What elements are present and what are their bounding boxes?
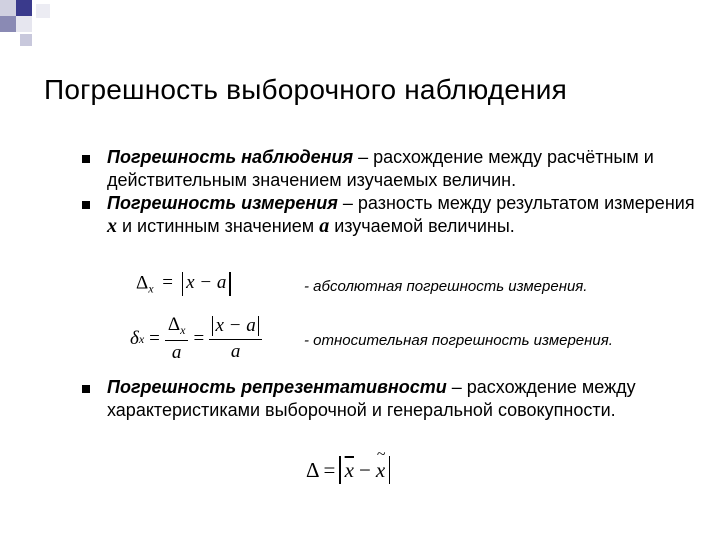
- formula-abs-lhs: Δ: [136, 272, 149, 294]
- var-x: x: [107, 215, 117, 237]
- decor-square-1: [0, 0, 16, 16]
- decor-square-3: [0, 16, 16, 32]
- formula-abs-lhs-sub: x: [148, 281, 154, 296]
- formula-rep-xbar: $\overline{x}$: [344, 457, 354, 482]
- formula-rep-eq: =: [323, 457, 336, 482]
- tilde-mark: ~: [376, 445, 386, 463]
- frac1-num-sub: x: [180, 323, 186, 337]
- frac1-num: Δ: [167, 314, 181, 335]
- term-representativeness-error: Погрешность репрезентативности: [107, 377, 447, 397]
- term-observation-error: Погрешность наблюдения: [107, 147, 354, 167]
- decor-square-4: [16, 16, 32, 32]
- formula-relative-error: [130, 314, 262, 364]
- term-measurement-error: Погрешность измерения: [107, 193, 338, 213]
- decor-square-6: [20, 34, 32, 46]
- bullet-2-text-b: и истинным значением: [117, 216, 320, 236]
- formula-rel-eq2: =: [193, 328, 205, 349]
- formula-rep-xtilde-letter: x: [375, 457, 386, 482]
- bullet-item-measurement-error: [107, 192, 707, 238]
- formula-rep-lhs: Δ: [306, 457, 320, 482]
- rep-bar-right: [389, 456, 390, 484]
- formula-rel-lhs-sub: x: [138, 331, 145, 346]
- frac2-den: a: [230, 341, 241, 362]
- bullet-item-representativeness-error: [107, 376, 667, 422]
- rep-bar-left: [339, 456, 340, 484]
- bullet-item-observation-error: [107, 146, 707, 192]
- frac2-num: x − a: [215, 315, 256, 336]
- bullet-3-text: – расхождение между характеристиками выборочной и генеральной совокупности.: [107, 377, 636, 420]
- fraction-2: [209, 315, 262, 363]
- rel-bar-right: [258, 316, 259, 336]
- frac1-den: a: [171, 342, 182, 363]
- var-a: a: [319, 215, 330, 237]
- description-absolute-error: - абсолютная погрешность измерения.: [304, 278, 588, 295]
- slide-title: Погрешность выборочного наблюдения: [44, 74, 567, 105]
- formula-abs-eq: =: [162, 272, 174, 294]
- decor-square-5: [36, 4, 50, 18]
- formula-rel-eq1: =: [149, 328, 160, 349]
- abs-bar-right: [229, 272, 230, 296]
- formula-rep-xtilde: [375, 445, 386, 483]
- description-relative-error: - относительная погрешность измерения.: [304, 332, 613, 349]
- bullet-1-text: – расхождение между расчётным и действительным значением изучаемых величин.: [107, 147, 654, 190]
- formula-abs-expr: x − a: [186, 272, 227, 294]
- bullet-marker-2: [82, 201, 90, 209]
- formula-rel-lhs: δ: [130, 328, 139, 349]
- formula-representativeness: [306, 445, 390, 484]
- bullet-2-text-c: изучаемой величины.: [329, 216, 515, 236]
- fraction-1: [165, 314, 189, 364]
- bullet-2-text-a: – разность между результатом измерения: [337, 193, 695, 213]
- bullet-marker-3: [82, 385, 90, 393]
- decor-square-2: [16, 0, 32, 16]
- formula-rep-minus: −: [358, 457, 371, 482]
- formula-absolute-error: [136, 272, 231, 296]
- bullet-marker-1: [82, 155, 90, 163]
